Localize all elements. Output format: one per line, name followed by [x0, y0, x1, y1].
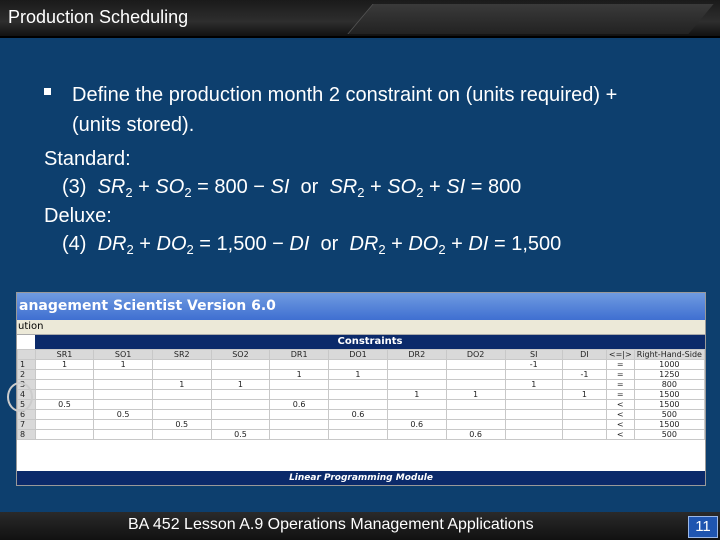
table-cell: 1: [563, 390, 607, 400]
column-header: [18, 350, 36, 360]
constraints-header: Constraints: [35, 335, 705, 349]
table-cell: <: [606, 420, 634, 430]
table-cell: [329, 380, 388, 390]
table-cell: [270, 430, 329, 440]
column-header: SI: [505, 350, 562, 360]
table-row: [18, 430, 705, 440]
table-cell: 800: [634, 380, 704, 390]
table-row: [18, 390, 705, 400]
table-cell: [329, 400, 388, 410]
column-header: DO1: [329, 350, 388, 360]
table-cell: [387, 360, 446, 370]
table-cell: 0.6: [387, 420, 446, 430]
table-cell: [446, 420, 505, 430]
table-cell: <: [606, 400, 634, 410]
column-header: DR2: [387, 350, 446, 360]
row-number: 8: [18, 430, 36, 440]
table-cell: [211, 370, 270, 380]
column-header: <=|>: [606, 350, 634, 360]
table-cell: [329, 420, 388, 430]
table-cell: [35, 370, 94, 380]
column-header: SR1: [35, 350, 94, 360]
table-cell: [211, 400, 270, 410]
table-cell: -1: [563, 370, 607, 380]
column-header: Right-Hand-Side: [634, 350, 704, 360]
table-cell: 1500: [634, 400, 704, 410]
table-cell: [35, 430, 94, 440]
table-cell: [94, 400, 153, 410]
table-row: [18, 410, 705, 420]
table-cell: [153, 370, 212, 380]
table-cell: 0.5: [35, 400, 94, 410]
table-cell: [270, 360, 329, 370]
row-3-highlight-circle: [7, 382, 33, 412]
module-bar: Linear Programming Module: [17, 471, 705, 485]
table-cell: 0.6: [270, 400, 329, 410]
table-cell: [270, 390, 329, 400]
table-row: [18, 380, 705, 390]
table-cell: [446, 380, 505, 390]
row-number: 4: [18, 390, 36, 400]
table-cell: [387, 430, 446, 440]
standard-label: Standard:: [44, 148, 131, 170]
table-cell: [329, 390, 388, 400]
table-cell: [211, 410, 270, 420]
equation-4: (4) $DR_2 + DO_2 = 1,500$ − DI or $DR_2 + DO_2$ + DI = 1,500: [62, 233, 562, 257]
table-cell: [94, 380, 153, 390]
table-cell: [94, 390, 153, 400]
table-row: [18, 400, 705, 410]
footer-text: BA 452 Lesson A.9 Operations Management Applications: [128, 516, 534, 533]
table-cell: 0.6: [329, 410, 388, 420]
table-cell: [563, 420, 607, 430]
table-cell: [446, 360, 505, 370]
table-cell: [446, 400, 505, 410]
table-cell: [505, 370, 562, 380]
table-cell: [563, 380, 607, 390]
table-cell: [563, 430, 607, 440]
row-number: 3: [18, 380, 36, 390]
table-cell: 1: [387, 390, 446, 400]
row-number: 1: [18, 360, 36, 370]
management-scientist-screenshot: [16, 292, 706, 486]
table-cell: [387, 370, 446, 380]
table-cell: -1: [505, 360, 562, 370]
table-cell: [270, 420, 329, 430]
table-cell: 1: [94, 360, 153, 370]
table-cell: [387, 400, 446, 410]
table-cell: 1500: [634, 420, 704, 430]
table-cell: =: [606, 370, 634, 380]
table-cell: 1500: [634, 390, 704, 400]
table-cell: [94, 420, 153, 430]
table-cell: 1: [446, 390, 505, 400]
table-cell: [153, 360, 212, 370]
table-cell: 0.6: [446, 430, 505, 440]
table-cell: <: [606, 430, 634, 440]
table-header-row: [18, 350, 705, 360]
table-cell: 1: [35, 360, 94, 370]
table-cell: 500: [634, 410, 704, 420]
constraints-table: [17, 349, 705, 440]
deluxe-label: Deluxe:: [44, 205, 112, 227]
table-cell: 1: [211, 380, 270, 390]
table-cell: [387, 410, 446, 420]
table-cell: =: [606, 380, 634, 390]
table-cell: [270, 410, 329, 420]
table-cell: =: [606, 390, 634, 400]
table-cell: [211, 420, 270, 430]
table-cell: [446, 370, 505, 380]
table-cell: 500: [634, 430, 704, 440]
table-cell: 1: [270, 370, 329, 380]
bullet-text: Define the production month 2 constraint on (units required) + (units stored).: [72, 84, 618, 136]
table-cell: 0.5: [94, 410, 153, 420]
table-cell: 1: [153, 380, 212, 390]
table-cell: [505, 400, 562, 410]
table-cell: [94, 370, 153, 380]
table-cell: [35, 410, 94, 420]
table-cell: [153, 410, 212, 420]
table-cell: [505, 420, 562, 430]
table-cell: 0.5: [153, 420, 212, 430]
row-number: 2: [18, 370, 36, 380]
row-number: 6: [18, 410, 36, 420]
table-cell: 1000: [634, 360, 704, 370]
table-cell: =: [606, 360, 634, 370]
column-header: DO2: [446, 350, 505, 360]
column-header: DI: [563, 350, 607, 360]
table-cell: 1: [505, 380, 562, 390]
table-row: [18, 360, 705, 370]
table-cell: [35, 390, 94, 400]
equation-3: (3) $SR_2 + SO_2 = 800$ − SI or $SR_2 + SO_2$ + SI = 800: [62, 176, 522, 200]
table-cell: [94, 430, 153, 440]
row-number: 5: [18, 400, 36, 410]
table-cell: 1250: [634, 370, 704, 380]
table-cell: [563, 410, 607, 420]
app-title-bar: anagement Scientist Version 6.0: [17, 293, 705, 320]
table-cell: [153, 430, 212, 440]
table-cell: [563, 400, 607, 410]
table-row: [18, 420, 705, 430]
table-cell: [153, 390, 212, 400]
slide-title: Production Scheduling: [8, 7, 189, 27]
table-cell: [505, 410, 562, 420]
table-cell: [505, 390, 562, 400]
table-cell: [329, 360, 388, 370]
table-cell: [35, 380, 94, 390]
bullet-marker: [44, 88, 51, 95]
table-cell: [387, 380, 446, 390]
table-cell: [329, 430, 388, 440]
column-header: SO2: [211, 350, 270, 360]
table-cell: [505, 430, 562, 440]
table-cell: [211, 360, 270, 370]
app-menu: ution: [17, 320, 705, 335]
table-cell: [35, 420, 94, 430]
table-cell: 1: [329, 370, 388, 380]
table-cell: [270, 380, 329, 390]
column-header: DR1: [270, 350, 329, 360]
table-cell: <: [606, 410, 634, 420]
table-cell: [153, 400, 212, 410]
table-cell: 0.5: [211, 430, 270, 440]
title-bar-decoration: [347, 4, 713, 34]
page-number: 11: [688, 516, 718, 538]
table-cell: [563, 360, 607, 370]
column-header: SO1: [94, 350, 153, 360]
column-header: SR2: [153, 350, 212, 360]
row-number: 7: [18, 420, 36, 430]
table-cell: [211, 390, 270, 400]
table-row: [18, 370, 705, 380]
table-cell: [446, 410, 505, 420]
